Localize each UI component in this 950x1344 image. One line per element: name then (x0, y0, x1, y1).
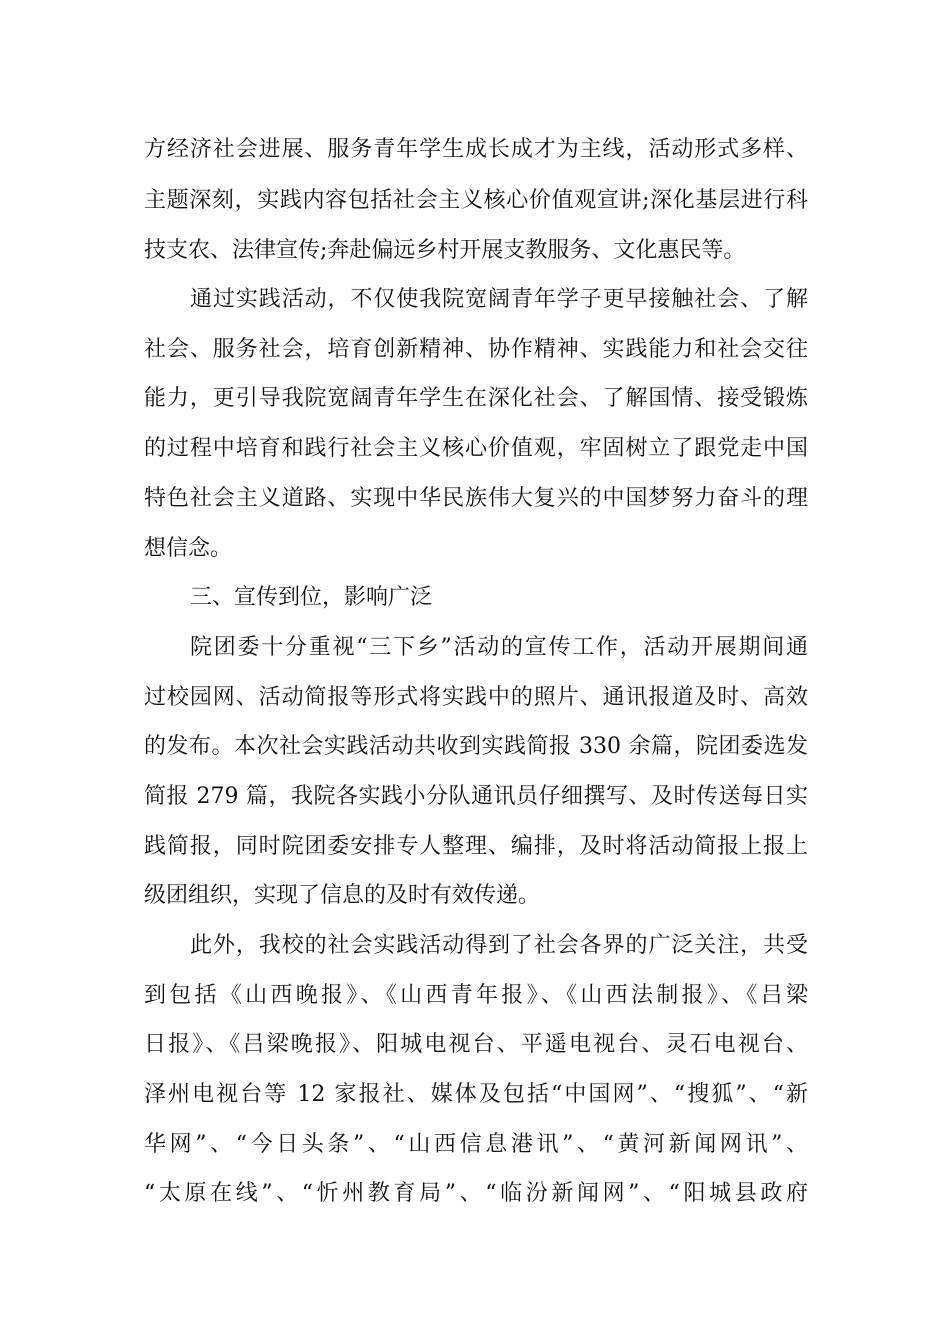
text-line: 到包括《山西晚报》、《山西青年报》、《山西法制报》、《吕梁 (144, 983, 808, 1008)
text-line: 特色社会主义道路、实现中华民族伟大复兴的中国梦努力奋斗的理 (144, 486, 808, 511)
text-line: 技支农、法律宣传;奔赴偏远乡村开展支教服务、文化惠民等。 (144, 238, 746, 263)
text-line: 级团组织，实现了信息的及时有效传递。 (144, 883, 541, 908)
section-heading: 三、宣传到位，影响广泛 (190, 585, 433, 610)
text-line: 通过实践活动，不仅使我院宽阔青年学子更早接触社会、了解 (190, 287, 808, 312)
text-line: 方经济社会进展、服务青年学生成长成才为主线，活动形式多样、 (144, 137, 808, 162)
text-line: 的过程中培育和践行社会主义核心价值观，牢固树立了跟党走中国 (144, 436, 808, 461)
text-line: 践简报，同时院团委安排专人整理、编排，及时将活动简报上报上 (144, 834, 808, 859)
text-line: 院团委十分重视“三下乡”活动的宣传工作，活动开展期间通 (190, 635, 808, 660)
text-line: 的发布。本次社会实践活动共收到实践简报 330 余篇，院团委选发 (144, 734, 808, 759)
text-line: “太原在线”、“忻州教育局”、“临汾新闻网”、“阳城县政府 (144, 1181, 808, 1206)
text-line: 社会、服务社会，培育创新精神、协作精神、实践能力和社会交往 (144, 337, 808, 362)
text-line: 过校园网、活动简报等形式将实践中的照片、通讯报道及时、高效 (144, 685, 808, 710)
text-line: 此外，我校的社会实践活动得到了社会各界的广泛关注，共受 (190, 933, 808, 958)
text-line: 泽州电视台等 12 家报社、媒体及包括“中国网”、“搜狐”、“新 (144, 1082, 808, 1107)
text-line: 主题深刻，实践内容包括社会主义核心价值观宣讲;深化基层进行科 (144, 188, 808, 213)
text-line: 想信念。 (144, 536, 233, 561)
text-line: 华网”、“今日头条”、“山西信息港讯”、“黄河新闻网讯”、 (144, 1132, 808, 1157)
text-line: 简报 279 篇，我院各实践小分队通讯员仔细撰写、及时传送每日实 (144, 784, 808, 809)
text-line: 日报》、《吕梁晚报》、阳城电视台、平遥电视台、灵石电视台、 (144, 1032, 808, 1057)
text-line: 能力，更引导我院宽阔青年学生在深化社会、了解国情、接受锻炼 (144, 386, 808, 411)
